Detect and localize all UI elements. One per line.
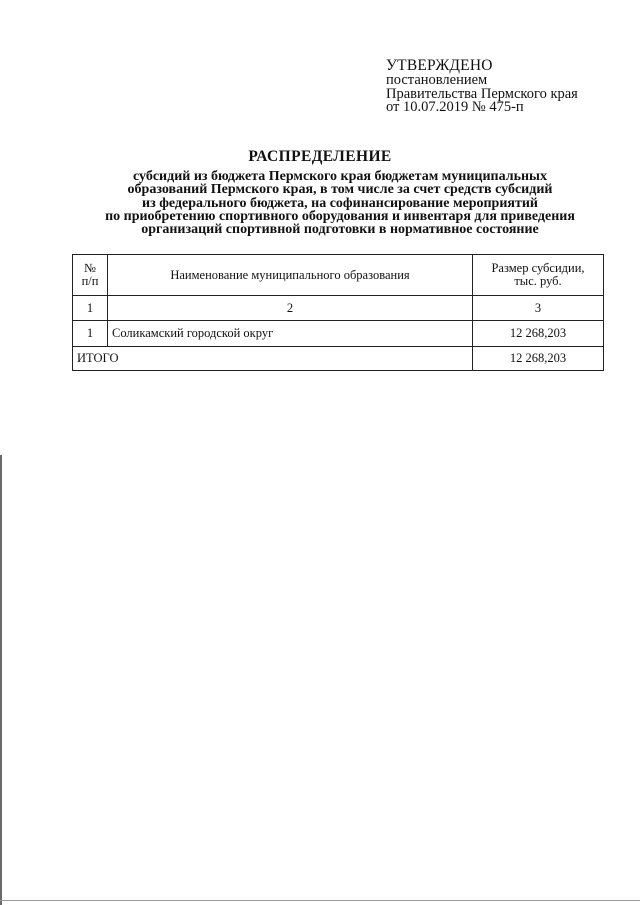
header-amount-line-1: Размер субсидии, [491,261,585,275]
page-edge-bottom [0,900,640,901]
header-name: Наименование муниципального образования [108,255,473,296]
total-row [73,347,604,371]
subtitle-line: по приобретению спортивного оборудования и инвентаря для приведения [105,208,575,224]
header-amount-line-2: тыс. руб. [514,274,562,288]
total-label: ИТОГО [73,347,473,371]
document-subtitle [40,170,640,236]
approval-line-2: Правительства Пермского края [386,85,578,102]
row-amount: 12 268,203 [473,321,604,347]
header-amount [473,255,604,296]
subsidy-table [72,254,604,371]
approval-stamp [386,57,626,115]
row-name: Соликамский городской округ [108,321,473,347]
approval-line-3: от 10.07.2019 № 475-п [386,99,524,115]
header-num-line-2: п/п [81,274,99,288]
header-num [73,255,108,296]
document-title: РАСПРЕДЕЛЕНИЕ [248,148,392,165]
column-number: 2 [108,296,473,321]
table-row [73,321,604,347]
subtitle-line: из федерального бюджета, на софинансирование мероприятий [142,195,538,211]
column-number-row [73,296,604,321]
header-num-line-1: № [84,261,96,275]
subtitle-line: субсидий из бюджета Пермского края бюджетам муниципальных [133,169,547,184]
page-edge-left [0,455,2,905]
approval-title: УТВЕРЖДЕНО [386,57,493,74]
subtitle-line: образований Пермского края, в том числе за счет средств субсидий [127,182,553,198]
column-number: 3 [473,296,604,321]
column-number: 1 [73,296,108,321]
subtitle-line: организаций спортивной подготовки в нормативное состояние [141,222,539,238]
table-header-row [73,255,604,296]
row-num: 1 [73,321,108,347]
total-amount: 12 268,203 [473,347,604,371]
approval-line-1: постановлением [386,72,488,88]
